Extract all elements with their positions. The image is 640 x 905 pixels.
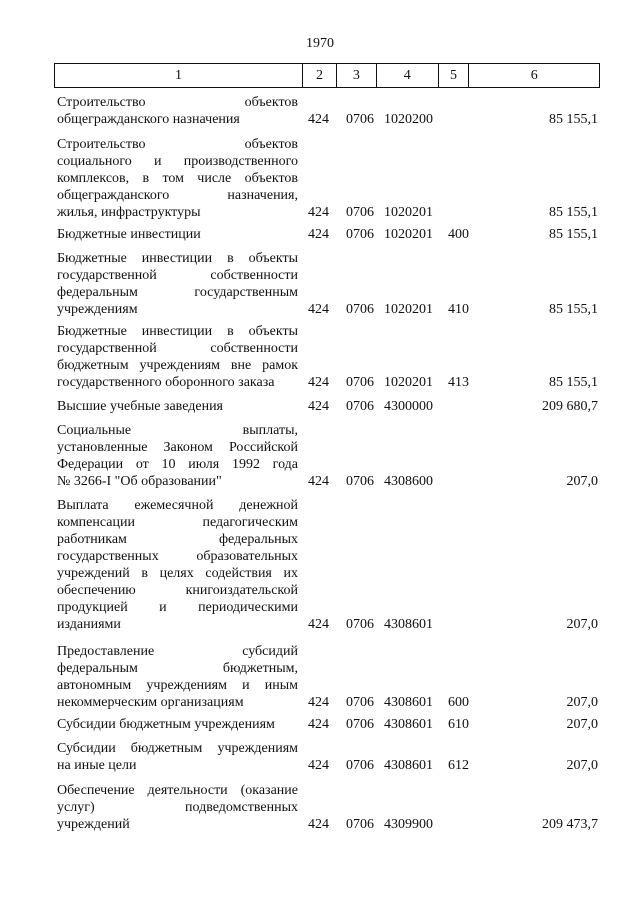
section-code: 0706	[346, 302, 374, 317]
row-description	[57, 497, 298, 633]
row-description	[57, 323, 298, 391]
description-line: социального и производственного	[57, 154, 298, 169]
amount: 85 155,1	[549, 227, 598, 242]
ministry-code: 424	[308, 717, 329, 732]
row-description	[57, 643, 298, 711]
description-line: федеральным государственным	[57, 285, 298, 300]
description-line: Выплата ежемесячной денежной	[57, 498, 298, 513]
row-description	[57, 740, 298, 774]
amount: 85 155,1	[549, 112, 598, 127]
description-line: общегражданского назначения	[57, 112, 240, 127]
ministry-code: 424	[308, 695, 329, 710]
target-code: 1020201	[384, 302, 433, 317]
description-line: на иные цели	[57, 758, 137, 773]
ministry-code: 424	[308, 758, 329, 773]
column-header-2: 2	[303, 64, 337, 87]
ministry-code: 424	[308, 227, 329, 242]
description-line: установленные Законом Российской	[57, 440, 298, 455]
row-description	[57, 716, 298, 733]
row-description	[57, 226, 298, 243]
ministry-code: 424	[308, 817, 329, 832]
section-code: 0706	[346, 227, 374, 242]
description-line: государственной собственности	[57, 341, 298, 356]
section-code: 0706	[346, 375, 374, 390]
description-line: Бюджетные инвестиции в объекты	[57, 324, 298, 339]
description-line: Предоставление субсидий	[57, 644, 298, 659]
description-line: учреждений в целях содействия их	[57, 566, 298, 581]
description-line: комплексов, в том числе объектов	[57, 171, 298, 186]
section-code: 0706	[346, 695, 374, 710]
description-line: Бюджетные инвестиции в объекты	[57, 251, 298, 266]
section-code: 0706	[346, 399, 374, 414]
description-line: автономным учреждениям и иным	[57, 678, 298, 693]
description-line: Обеспечение деятельности (оказание	[57, 783, 298, 798]
expense-type-code: 410	[448, 302, 469, 317]
row-description	[57, 250, 298, 318]
ministry-code: 424	[308, 474, 329, 489]
description-line: учреждениям	[57, 302, 138, 317]
description-line: общегражданского назначения,	[57, 188, 298, 203]
target-code: 1020201	[384, 375, 433, 390]
ministry-code: 424	[308, 302, 329, 317]
amount: 207,0	[566, 695, 598, 710]
table-row	[57, 716, 598, 733]
expense-type-code: 413	[448, 375, 469, 390]
description-line: бюджетным учреждениям вне рамок	[57, 358, 298, 373]
description-line: Строительство объектов	[57, 95, 298, 110]
description-line: Бюджетные инвестиции	[57, 227, 201, 242]
section-code: 0706	[346, 474, 374, 489]
table-row	[57, 226, 598, 243]
expense-type-code: 600	[448, 695, 469, 710]
description-line: продукцией и периодическими	[57, 600, 298, 615]
target-code: 4309900	[384, 817, 433, 832]
description-line: № 3266-I "Об образовании"	[57, 474, 222, 489]
description-line: Субсидии бюджетным учреждениям	[57, 741, 298, 756]
description-line: изданиями	[57, 617, 121, 632]
target-code: 4300000	[384, 399, 433, 414]
description-line: Строительство объектов	[57, 137, 298, 152]
ministry-code: 424	[308, 205, 329, 220]
table-row	[57, 497, 598, 633]
column-header-5: 5	[439, 64, 470, 87]
section-code: 0706	[346, 717, 374, 732]
table-row	[57, 323, 598, 391]
section-code: 0706	[346, 205, 374, 220]
section-code: 0706	[346, 758, 374, 773]
amount: 209 473,7	[542, 817, 598, 832]
table-row	[57, 422, 598, 490]
column-header-1: 1	[55, 64, 303, 87]
description-line: услуг) подведомственных	[57, 800, 298, 815]
expense-type-code: 610	[448, 717, 469, 732]
table-header	[54, 63, 600, 88]
table-row	[57, 94, 598, 128]
description-line: Субсидии бюджетным учреждениям	[57, 717, 275, 732]
amount: 207,0	[566, 758, 598, 773]
amount: 85 155,1	[549, 375, 598, 390]
expense-type-code: 612	[448, 758, 469, 773]
ministry-code: 424	[308, 617, 329, 632]
ministry-code: 424	[308, 399, 329, 414]
target-code: 4308600	[384, 474, 433, 489]
description-line: Социальные выплаты,	[57, 423, 298, 438]
amount: 207,0	[566, 717, 598, 732]
description-line: компенсации педагогическим	[57, 515, 298, 530]
description-line: федеральным бюджетным,	[57, 661, 298, 676]
description-line: учреждений	[57, 817, 130, 832]
table-row	[57, 398, 598, 415]
row-description	[57, 94, 298, 128]
column-header-4: 4	[377, 64, 439, 87]
row-description	[57, 422, 298, 490]
column-header-3: 3	[337, 64, 377, 87]
amount: 85 155,1	[549, 302, 598, 317]
description-line: Федерации от 10 июля 1992 года	[57, 457, 298, 472]
table-row	[57, 250, 598, 318]
table-row	[57, 740, 598, 774]
ministry-code: 424	[308, 375, 329, 390]
target-code: 4308601	[384, 695, 433, 710]
description-line: некоммерческим организациям	[57, 695, 244, 710]
section-code: 0706	[346, 817, 374, 832]
row-description	[57, 398, 298, 415]
target-code: 4308601	[384, 717, 433, 732]
expense-type-code: 400	[448, 227, 469, 242]
column-header-6: 6	[530, 68, 538, 83]
target-code: 4308601	[384, 758, 433, 773]
section-code: 0706	[346, 617, 374, 632]
target-code: 1020201	[384, 205, 433, 220]
description-line: государственных образовательных	[57, 549, 298, 564]
description-line: обеспечению книгоиздательской	[57, 583, 298, 598]
amount: 209 680,7	[542, 399, 598, 414]
amount: 207,0	[566, 617, 598, 632]
target-code: 1020200	[384, 112, 433, 127]
amount: 85 155,1	[549, 205, 598, 220]
table-row	[57, 782, 598, 833]
amount: 207,0	[566, 474, 598, 489]
table-row	[57, 643, 598, 711]
description-line: государственного оборонного заказа	[57, 375, 275, 390]
description-line: Высшие учебные заведения	[57, 399, 223, 414]
ministry-code: 424	[308, 112, 329, 127]
target-code: 1020201	[384, 227, 433, 242]
section-code: 0706	[346, 112, 374, 127]
page-number: 1970	[306, 36, 334, 51]
description-line: государственной собственности	[57, 268, 298, 283]
row-description	[57, 136, 298, 221]
target-code: 4308601	[384, 617, 433, 632]
row-description	[57, 782, 298, 833]
table-row	[57, 136, 598, 221]
description-line: жилья, инфраструктуры	[57, 205, 201, 220]
description-line: работникам федеральных	[57, 532, 298, 547]
